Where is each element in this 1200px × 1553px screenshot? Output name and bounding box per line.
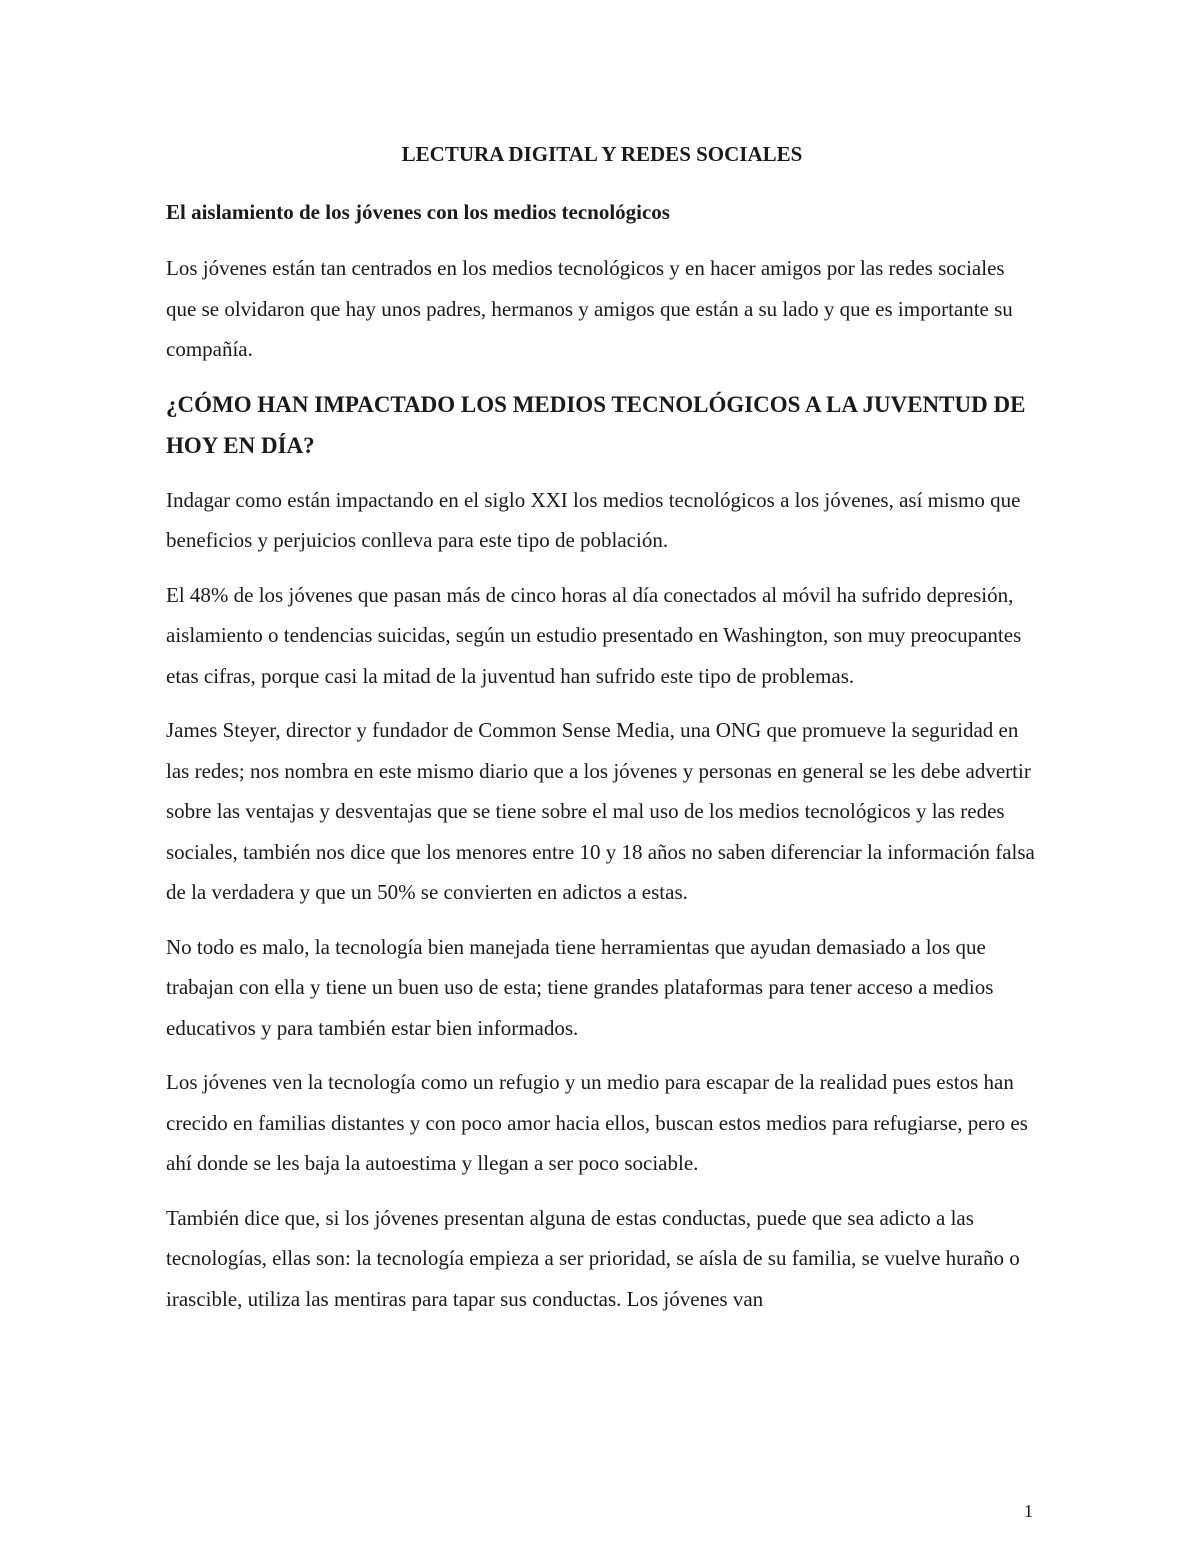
paragraph-6: Los jóvenes ven la tecnología como un refugio y un medio para escapar de la realidad pues estos han crecido en familias distantes y con poco amor hacia ellos, buscan estos medios para refugiarse, pero es ahí donde se les baja la autoestima y llegan a ser poco sociable. [166,1070,1028,1175]
paragraph-2: Indagar como están impactando en el siglo XXI los medios tecnológicos a los jóvenes, así mismo que beneficios y perjuicios conlleva para este tipo de población. [166,487,1021,552]
paragraph-3: El 48% de los jóvenes que pasan más de cinco horas al día conectados al móvil ha sufrido depresión, aislamiento o tendencias suicidas, según un estudio presentado en Washington, son muy preocupantes etas cifras, porque casi la mitad de la juventud han sufrido este tipo de problemas. [166,582,1022,688]
paragraph-4: James Steyer, director y fundador de Common Sense Media, una ONG que promueve la seguridad en las redes; nos nombra en este mismo diario que a los jóvenes y personas en general se les debe advertir sobre las ventajas y desventajas que se tiene sobre el mal uso de los medios tecnológicos y las redes sociales, también nos dice que los menores entre 10 y 18 años no saben diferenciar la información falsa de la verdadera y que un 50% se convierten en adictos a estas. [166,718,1035,904]
paragraph-5: No todo es malo, la tecnología bien manejada tiene herramientas que ayudan demasiado a los que trabajan con ella y tiene un buen uso de esta; tiene grandes plataformas para tener acceso a medios educativos y para también estar bien informados. [166,934,994,1040]
document-body [166,134,1038,1333]
paragraph-7: También dice que, si los jóvenes presentan alguna de estas conductas, puede que sea adicto a las tecnologías, ellas son: la tecnología empieza a ser prioridad, se aísla de su familia, se vuelve huraño o irascible, utiliza las mentiras para tapar sus conductas. Los jóvenes van [166,1205,1020,1311]
section-question-heading: ¿CÓMO HAN IMPACTADO LOS MEDIOS TECNOLÓGICOS A LA JUVENTUD DE HOY EN DÍA? [166,391,1026,458]
document-title: LECTURA DIGITAL Y REDES SOCIALES [401,142,803,166]
page-number: 1 [1024,1501,1033,1521]
paragraph-1: Los jóvenes están tan centrados en los medios tecnológicos y en hacer amigos por las redes sociales que se olvidaron que hay unos padres, hermanos y amigos que están a su lado y que es importante su compañía. [166,256,1013,361]
document-subtitle: El aislamiento de los jóvenes con los medios tecnológicos [166,200,670,224]
